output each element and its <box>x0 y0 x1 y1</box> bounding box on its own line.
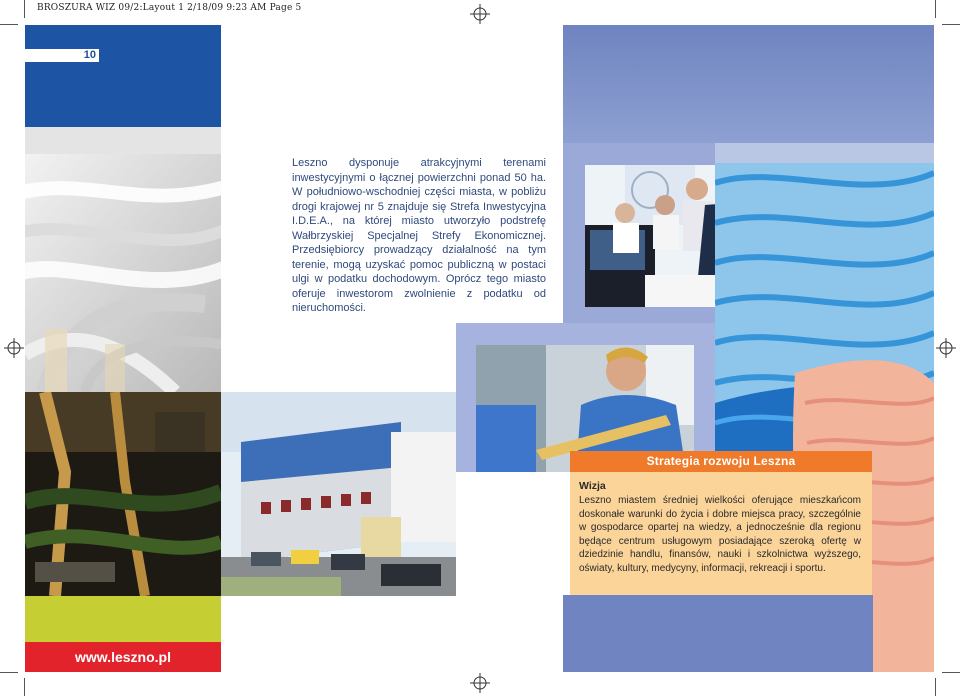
bottom-blue-band <box>563 595 873 672</box>
crop-mark <box>24 0 25 18</box>
strategy-text: Leszno miastem średniej wielkości oferujące mieszkańcom doskonałe warunki do życia i dobre miejsca pracy, szczególnie w gospodarce opartej na wiedzy, a jednocześnie dla regionu będące centrum usługowym posiadające szeroką ofertę w dziedzinie handlu, finansów, nauki i szkolnictwa wyższego, oświaty, kultury, medycyny, informacji, rekreacji i sportu. <box>579 495 861 574</box>
right-header-color-block <box>563 25 934 143</box>
industrial-building-photo <box>221 392 456 596</box>
grey-band <box>25 127 221 154</box>
registration-mark-icon <box>470 4 490 24</box>
crop-mark <box>942 672 960 673</box>
crop-mark <box>24 678 25 696</box>
crop-mark <box>942 24 960 25</box>
registration-mark-icon <box>4 338 24 358</box>
crop-mark <box>0 672 18 673</box>
header-color-block <box>25 25 221 127</box>
intro-text: Leszno dysponuje atrakcyjnymi terenami inwestycyjnymi o łącznej powierzchni ponad 50 ha. W południowo-wschodniej części miasta, w pobliżu drogi krajowej nr 5 znajduje się Strefa Inwestycyjna I.D.E.A., na której miasto utworzyło podstrefę Wałbrzyskiej Specjalnej Strefy Ekonomicznej. Przedsiębiorcy prowadzący działalność na tym terenie, mogą uzyskać pomoc publiczną w postaci ulgi w podatku dochodowym. Oprócz tego miasto oferuje inwestorom zwolnienie z podatku od nieruchomości. <box>292 157 546 314</box>
crop-mark <box>935 0 936 18</box>
strategy-title: Strategia rozwoju Leszna <box>570 451 872 472</box>
print-slug: BROSZURA WIZ 09/2:Layout 1 2/18/09 9:23 AM Page 5 <box>37 3 302 13</box>
intro-paragraph <box>292 156 546 316</box>
website-link[interactable]: www.leszno.pl <box>75 649 171 665</box>
server-cables-photo <box>25 392 221 596</box>
registration-mark-icon <box>936 338 956 358</box>
registration-mark-icon <box>470 673 490 693</box>
crop-mark <box>935 678 936 696</box>
page-number: 10 <box>25 49 99 62</box>
network-cables-photo <box>25 154 221 392</box>
lime-color-band <box>25 596 221 642</box>
crop-mark <box>0 24 18 25</box>
strategy-heading: Wizja <box>579 480 606 492</box>
